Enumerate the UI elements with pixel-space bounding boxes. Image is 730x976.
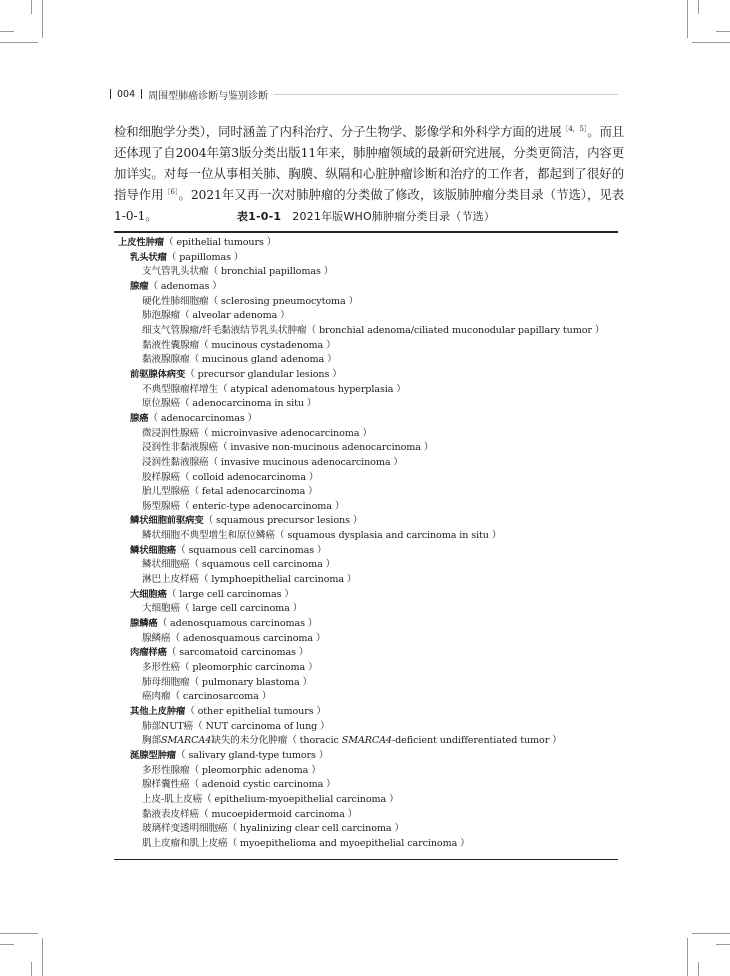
row-english-name: （ epithelium-myoepithelial carcinoma ）: [202, 793, 399, 805]
table-row: [114, 690, 618, 705]
header-divider: [141, 89, 142, 99]
row-chinese-name: 肌上皮瘤和肌上皮癌: [142, 837, 228, 849]
row-chinese-name: 癌肉瘤: [142, 691, 171, 703]
crop-mark: [692, 933, 730, 934]
row-english-name: （ squamous dysplasia and carcinoma in situ ）: [274, 530, 502, 542]
row-chinese-name: 多形性腺瘤: [142, 764, 190, 776]
table-row: [114, 456, 618, 471]
row-english-name: （ epithelial tumours ）: [164, 237, 277, 248]
table-row: [114, 280, 618, 295]
row-chinese-name: 腺鳞癌: [130, 618, 158, 630]
row-english-name: （ mucoepidermoid carcinoma ）: [198, 808, 358, 820]
table-bottom-rule: [114, 859, 618, 860]
table-row: [114, 251, 618, 266]
row-chinese-name: 胎儿型腺癌: [142, 486, 190, 498]
crop-mark: [0, 933, 38, 934]
row-english-name: （ bronchial adenoma/ciliated muconodular papillary tumor ）: [306, 324, 605, 336]
row-english-name: （ enteric-type adenocarcinoma ）: [179, 500, 345, 512]
row-chinese-name: 腺样囊性癌: [142, 779, 190, 791]
row-english-name: （ fetal adenocarcinoma ）: [189, 486, 318, 498]
row-chinese-name: 原位腺癌: [142, 398, 180, 410]
page-number: 004: [117, 88, 136, 100]
row-chinese-name: 不典型腺瘤样增生: [142, 383, 218, 395]
row-chinese-name: 上皮性肿瘤: [118, 237, 164, 248]
row-english-name: （ adenosquamous carcinoma ）: [170, 632, 326, 644]
row-chinese-name: 肠型腺癌: [142, 500, 180, 512]
table-row: [114, 588, 618, 603]
crop-mark: [698, 0, 699, 14]
row-chinese-name: 黏液腺腺瘤: [142, 354, 190, 366]
row-english-name: （ NUT carcinoma of lung ）: [193, 720, 330, 732]
header-divider: [110, 89, 111, 99]
row-chinese-name: 肉瘤样癌: [130, 647, 167, 659]
row-chinese-name: 腺癌: [130, 412, 149, 424]
table-row: [114, 295, 618, 310]
row-english-name: （ squamous cell carcinomas ）: [176, 544, 327, 556]
row-english-name: （ colloid adenocarcinoma ）: [179, 471, 319, 483]
table-row: [114, 705, 618, 720]
row-english-name: （ lymphoepithelial carcinoma ）: [198, 574, 357, 586]
row-english-name: （ microinvasive adenocarcinoma ）: [198, 427, 372, 439]
row-english-name: （ precursor glandular lesions ）: [185, 368, 342, 380]
row-english-name: （ pleomorphic carcinoma ）: [179, 662, 318, 674]
row-english-name: （ large cell carcinomas ）: [166, 588, 294, 600]
table-row: [114, 412, 618, 427]
row-chinese-name: 乳头状瘤: [130, 251, 167, 263]
row-chinese-name: 肺母细胞瘤: [142, 676, 190, 688]
table-row: [114, 368, 618, 383]
row-chinese-name: 黏液表皮样癌: [142, 808, 199, 820]
row-english-name: （ adenocarcinoma in situ ）: [179, 398, 317, 410]
row-english-name: （ sclerosing pneumocytoma ）: [208, 295, 359, 307]
row-english-name: （ pleomorphic adenoma ）: [189, 764, 321, 776]
row-english-name: （ large cell carcinoma ）: [179, 603, 303, 615]
crop-mark: [692, 42, 730, 43]
row-chinese-name: 鳞状细胞癌: [142, 559, 190, 571]
crop-mark: [31, 962, 32, 976]
row-chinese-name: 鳞状细胞前驱病变: [130, 515, 204, 527]
row-english-name: （ adenoid cystic carcinoma ）: [189, 779, 336, 791]
row-chinese-name: 鳞状细胞癌: [130, 544, 176, 556]
crop-mark: [0, 31, 14, 32]
row-chinese-name: 涎腺型肿瘤: [130, 749, 176, 761]
table-row: [114, 544, 618, 559]
row-chinese-name: 胶样腺癌: [142, 471, 180, 483]
row-english-name: （ other epithelial tumours ）: [185, 706, 326, 717]
table-row: [114, 309, 618, 324]
row-chinese-name: 黏液性囊腺瘤: [142, 339, 199, 351]
row-chinese-name: 腺鳞癌: [142, 632, 171, 644]
table-row: [114, 573, 618, 588]
row-chinese-name: 支气管乳头状瘤: [142, 266, 209, 278]
row-chinese-name: 硬化性肺细胞瘤: [142, 295, 209, 307]
row-english-name: （ squamous precursor lesions ）: [203, 515, 363, 527]
crop-mark: [687, 938, 688, 976]
row-chinese-name: 肺泡腺瘤: [142, 310, 180, 322]
table-row: [114, 632, 618, 647]
row-chinese-name: 胸部SMARCA4缺失的未分化肿瘤: [142, 735, 288, 747]
crop-mark: [716, 31, 730, 32]
row-chinese-name: 前驱腺体病变: [130, 368, 186, 380]
row-chinese-name: 大细胞癌: [142, 603, 180, 615]
row-english-name: （ salivary gland-type tumors ）: [176, 749, 329, 761]
table-row: [114, 617, 618, 632]
table-row: [114, 558, 618, 573]
table-row: [114, 441, 618, 456]
crop-mark: [698, 962, 699, 976]
row-english-name: （ invasive non-mucinous adenocarcinoma ）: [217, 442, 434, 454]
intro-text-2: 。而且还体现了自2004年第3版分类出版11年来，肺肿瘤领域的最新研究进展，分类更简洁，内容更加详实。对每一位从事相关肺、胸膜、纵隔和心脏肿瘤诊断和治疗的工作者，都起到了很好的指导作用: [114, 124, 624, 202]
table-row: [114, 236, 618, 251]
row-english-name: （ bronchial papillomas ）: [208, 266, 334, 278]
table-row: [114, 720, 618, 735]
table-row: [114, 265, 618, 280]
table-row: [114, 778, 618, 793]
table-row: [114, 485, 618, 500]
row-chinese-name: 玻璃样变透明细胞癌: [142, 823, 228, 835]
table-title: 2021年版WHO肺肿瘤分类目录（节选）: [292, 210, 496, 223]
table-number: 表1-0-1: [236, 210, 282, 223]
table-row: [114, 353, 618, 368]
table-row: [114, 602, 618, 617]
row-chinese-name: 其他上皮肿瘤: [130, 706, 186, 717]
table-row: [114, 646, 618, 661]
table-row: [114, 734, 618, 749]
crop-mark: [687, 0, 688, 38]
row-english-name: （ squamous cell carcinoma ）: [189, 559, 336, 571]
row-chinese-name: 鳞状细胞不典型增生和原位鳞癌: [142, 530, 275, 542]
book-title: 周围型肺癌诊断与鉴别诊断: [148, 90, 269, 102]
table-caption: [114, 208, 618, 224]
crop-mark: [31, 0, 32, 14]
crop-mark: [716, 944, 730, 945]
row-chinese-name: 浸润性非黏液腺癌: [142, 442, 218, 454]
row-chinese-name: 微浸润性腺癌: [142, 427, 199, 439]
row-chinese-name: 上皮-肌上皮癌: [142, 793, 203, 805]
table-row: [114, 837, 618, 852]
row-english-name: （ alveolar adenoma ）: [179, 310, 290, 322]
row-english-name: （ hyalinizing clear cell carcinoma ）: [227, 823, 404, 835]
crop-mark: [42, 0, 43, 38]
row-chinese-name: 浸润性黏液腺癌: [142, 456, 209, 468]
row-english-name: （ thoracic SMARCA4-deficient undifferentiated tumor ）: [287, 735, 562, 747]
row-english-name: （ mucinous cystadenoma ）: [198, 339, 336, 351]
row-chinese-name: 腺瘤: [130, 280, 149, 292]
row-english-name: （ pulmonary blastoma ）: [189, 676, 313, 688]
table-row: [114, 676, 618, 691]
row-english-name: （ sarcomatoid carcinomas ）: [166, 647, 309, 659]
row-chinese-name: 大细胞癌: [130, 588, 167, 600]
table-row: [114, 793, 618, 808]
row-english-name: （ mucinous gland adenoma ）: [189, 354, 337, 366]
table-row: [114, 324, 618, 339]
table-top-rule: [114, 231, 618, 233]
table-row: [114, 749, 618, 764]
table-row: [114, 808, 618, 823]
row-english-name: （ adenosquamous carcinomas ）: [157, 618, 318, 630]
table-row: [114, 339, 618, 354]
row-english-name: （ adenocarcinomas ）: [148, 412, 258, 424]
row-english-name: （ adenomas ）: [148, 280, 222, 292]
crop-mark: [0, 944, 14, 945]
citation-ref: ［4，5］: [561, 124, 588, 133]
crop-mark: [42, 938, 43, 976]
row-chinese-name: 多形性癌: [142, 662, 180, 674]
classification-table: [114, 236, 618, 852]
row-english-name: （ carcinosarcoma ）: [170, 691, 272, 703]
table-row: [114, 822, 618, 837]
intro-text-3: 。2021年又再一次对肺肿瘤的分类做了修改，该版肺肿瘤分类目录（节选），见表1-0-1。: [114, 187, 624, 223]
row-english-name: （ myoepithelioma and myoepithelial carcinoma ）: [227, 837, 470, 849]
table-row: [114, 397, 618, 412]
citation-ref: ［6］: [163, 187, 179, 196]
table-row: [114, 383, 618, 398]
table-row: [114, 500, 618, 515]
table-row: [114, 529, 618, 544]
row-english-name: （ atypical adenomatous hyperplasia ）: [217, 383, 406, 395]
row-chinese-name: 淋巴上皮样癌: [142, 574, 199, 586]
row-english-name: （ invasive mucinous adenocarcinoma ）: [208, 456, 403, 468]
intro-text-1: 检和细胞学分类），同时涵盖了内科治疗、分子生物学、影像学和外科学方面的进展: [114, 124, 562, 139]
row-english-name: （ papillomas ）: [166, 251, 244, 263]
table-row: [114, 661, 618, 676]
crop-mark: [0, 42, 38, 43]
header-rule: [274, 94, 618, 95]
table-row: [114, 764, 618, 779]
table-row: [114, 427, 618, 442]
table-row: [114, 471, 618, 486]
running-header: [110, 86, 618, 102]
row-chinese-name: 细支气管腺瘤/纤毛黏液结节乳头状肿瘤: [142, 324, 307, 336]
table-row: [114, 514, 618, 529]
row-chinese-name: 肺部NUT癌: [142, 720, 194, 732]
